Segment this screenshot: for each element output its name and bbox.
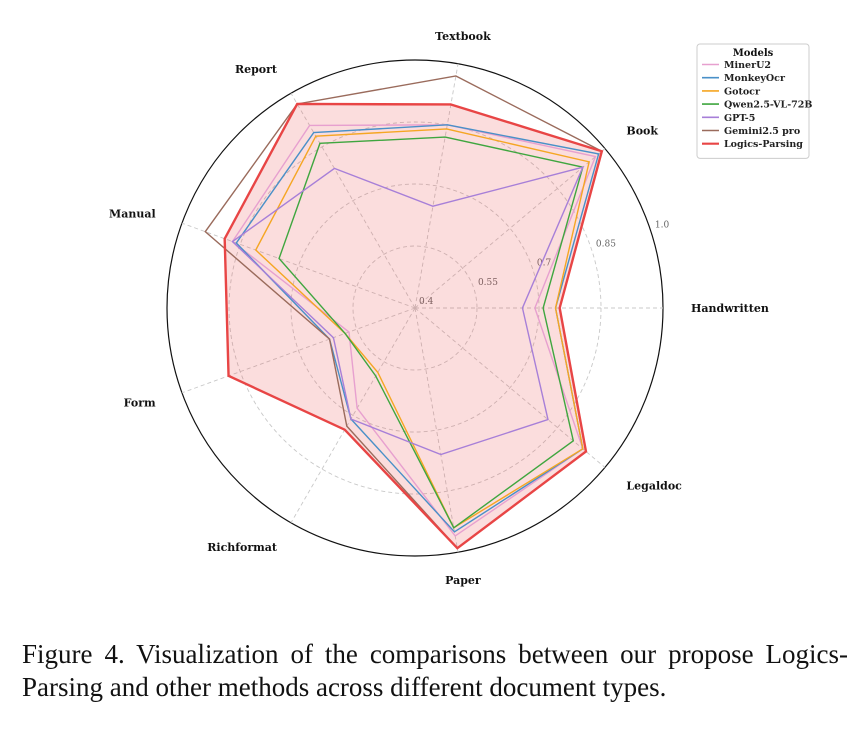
legend-entry: Qwen2.5-VL-72B xyxy=(724,99,813,111)
legend-entry: MinerU2 xyxy=(724,60,771,71)
axis-label-book: Book xyxy=(626,124,659,138)
radial-tick-label: 1.0 xyxy=(654,220,670,231)
radial-tick-label: 0.4 xyxy=(419,297,434,307)
axis-label-form: Form xyxy=(123,396,156,410)
axis-label-textbook: Textbook xyxy=(435,30,491,44)
figure-caption: Figure 4. Visualization of the comparisons between our propose Logics-Parsing and other methods across different document types. xyxy=(22,639,848,702)
axis-label-paper: Paper xyxy=(445,573,481,587)
legend-entry: Gemini2.5 pro xyxy=(724,126,801,137)
axis-label-richformat: Richformat xyxy=(207,541,277,555)
legend-title: Models xyxy=(732,48,774,59)
legend-entry: Logics-Parsing xyxy=(724,139,803,151)
legend-entry: Gotocr xyxy=(724,86,760,98)
axis-label-manual: Manual xyxy=(109,207,156,221)
legend-entry: MonkeyOcr xyxy=(724,73,785,85)
axis-label-handwritten: Handwritten xyxy=(691,302,769,315)
radial-tick-label: 0.7 xyxy=(536,258,552,269)
radial-tick-label: 0.85 xyxy=(595,239,616,250)
legend-entry: GPT-5 xyxy=(724,112,756,124)
radial-tick-label: 0.55 xyxy=(477,277,499,288)
axis-label-legaldoc: Legaldoc xyxy=(626,479,682,493)
axis-label-report: Report xyxy=(234,62,277,76)
